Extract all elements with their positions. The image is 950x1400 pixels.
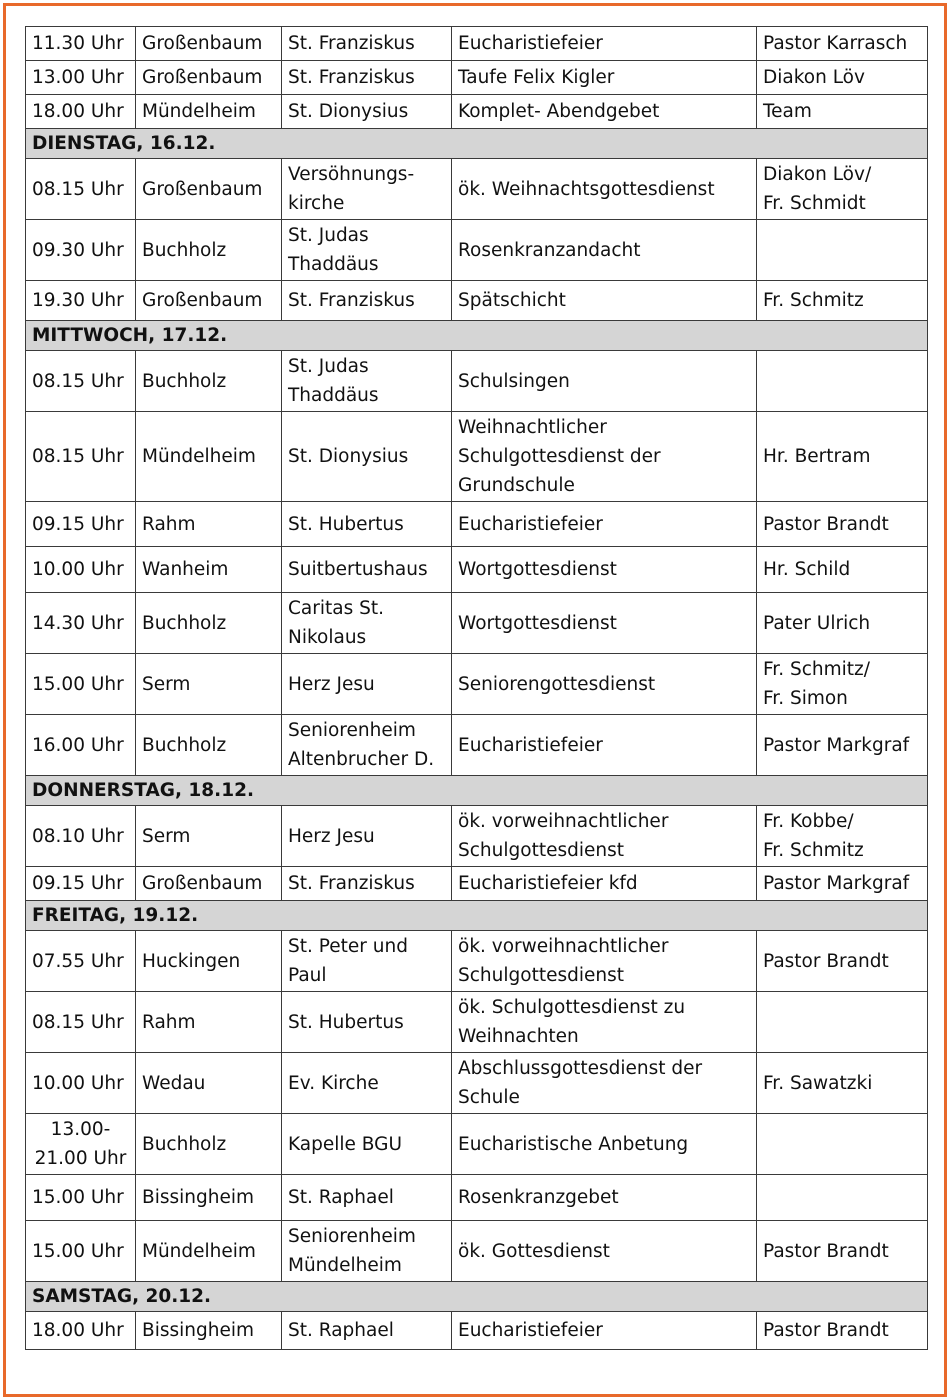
time-cell: 15.00 Uhr — [26, 1175, 136, 1221]
day-date: , 20.12. — [132, 1286, 212, 1307]
church-cell: St. Dionysius — [282, 95, 452, 129]
person-cell: Fr. Kobbe/ Fr. Schmitz — [757, 806, 928, 867]
time-cell: 13.00- 21.00 Uhr — [26, 1114, 136, 1175]
time-cell: 09.15 Uhr — [26, 502, 136, 547]
event-cell: Schulsingen — [452, 351, 757, 412]
person-cell — [757, 1175, 928, 1221]
church-cell: Seniorenheim Mündelheim — [282, 1221, 452, 1282]
church-cell: Herz Jesu — [282, 654, 452, 715]
event-cell: Weihnachtlicher Schulgottesdienst der Grundschule — [452, 412, 757, 502]
table-row — [26, 593, 928, 654]
place-cell: Großenbaum — [136, 27, 282, 61]
event-cell: Wortgottesdienst — [452, 593, 757, 654]
day-header — [26, 776, 928, 806]
place-cell: Bissingheim — [136, 1175, 282, 1221]
table-row — [26, 220, 928, 281]
day-header — [26, 321, 928, 351]
church-cell: St. Franziskus — [282, 867, 452, 901]
event-cell: ök. vorweihnachtlicher Schulgottesdienst — [452, 806, 757, 867]
table-row — [26, 281, 928, 321]
event-cell: ök. Schulgottesdienst zu Weihnachten — [452, 992, 757, 1053]
person-cell: Fr. Schmitz — [757, 281, 928, 321]
person-cell: Pastor Markgraf — [757, 867, 928, 901]
event-cell: ök. Gottesdienst — [452, 1221, 757, 1282]
person-cell: Pastor Karrasch — [757, 27, 928, 61]
person-cell: Diakon Löv — [757, 61, 928, 95]
event-cell: Taufe Felix Kigler — [452, 61, 757, 95]
place-cell: Buchholz — [136, 1114, 282, 1175]
church-cell: St. Judas Thaddäus — [282, 220, 452, 281]
church-cell: St. Franziskus — [282, 281, 452, 321]
person-cell: Pastor Markgraf — [757, 715, 928, 776]
place-cell: Buchholz — [136, 220, 282, 281]
table-row — [26, 547, 928, 593]
church-cell: St. Franziskus — [282, 61, 452, 95]
church-cell: St. Raphael — [282, 1312, 452, 1350]
person-cell — [757, 351, 928, 412]
table-row — [26, 806, 928, 867]
time-cell: 16.00 Uhr — [26, 715, 136, 776]
place-cell: Huckingen — [136, 931, 282, 992]
day-name: DONNERSTAG — [32, 780, 175, 801]
time-cell: 14.30 Uhr — [26, 593, 136, 654]
time-cell: 09.30 Uhr — [26, 220, 136, 281]
time-cell: 08.15 Uhr — [26, 412, 136, 502]
place-cell: Mündelheim — [136, 412, 282, 502]
event-cell: Eucharistiefeier — [452, 715, 757, 776]
place-cell: Mündelheim — [136, 95, 282, 129]
table-row — [26, 159, 928, 220]
day-header-row — [26, 321, 928, 351]
person-cell: Fr. Sawatzki — [757, 1053, 928, 1114]
event-cell: Eucharistiefeier kfd — [452, 867, 757, 901]
person-cell: Pastor Brandt — [757, 502, 928, 547]
day-header — [26, 1282, 928, 1312]
day-name: SAMSTAG — [32, 1286, 133, 1307]
event-cell: ök. Weihnachtsgottesdienst — [452, 159, 757, 220]
time-cell: 18.00 Uhr — [26, 95, 136, 129]
place-cell: Mündelheim — [136, 1221, 282, 1282]
event-cell: Wortgottesdienst — [452, 547, 757, 593]
person-cell — [757, 220, 928, 281]
day-header — [26, 129, 928, 159]
table-row — [26, 992, 928, 1053]
person-cell: Pater Ulrich — [757, 593, 928, 654]
time-cell: 07.55 Uhr — [26, 931, 136, 992]
church-cell: Caritas St. Nikolaus — [282, 593, 452, 654]
day-header-row — [26, 1282, 928, 1312]
table-row — [26, 1312, 928, 1350]
church-cell: St. Dionysius — [282, 412, 452, 502]
table-row — [26, 867, 928, 901]
event-cell: Seniorengottesdienst — [452, 654, 757, 715]
church-cell: St. Hubertus — [282, 502, 452, 547]
place-cell: Serm — [136, 654, 282, 715]
event-cell: Rosenkranzgebet — [452, 1175, 757, 1221]
table-row — [26, 27, 928, 61]
time-cell: 08.15 Uhr — [26, 159, 136, 220]
day-date: , 19.12. — [119, 905, 199, 926]
day-header-row — [26, 776, 928, 806]
event-cell: Eucharistische Anbetung — [452, 1114, 757, 1175]
person-cell: Pastor Brandt — [757, 931, 928, 992]
time-cell: 11.30 Uhr — [26, 27, 136, 61]
person-cell: Diakon Löv/ Fr. Schmidt — [757, 159, 928, 220]
day-header-row — [26, 129, 928, 159]
time-cell: 18.00 Uhr — [26, 1312, 136, 1350]
event-cell: Abschlussgottesdienst der Schule — [452, 1053, 757, 1114]
person-cell: Pastor Brandt — [757, 1312, 928, 1350]
table-row — [26, 61, 928, 95]
place-cell: Großenbaum — [136, 281, 282, 321]
day-date: , 18.12. — [174, 780, 254, 801]
person-cell: Hr. Schild — [757, 547, 928, 593]
church-cell: St. Judas Thaddäus — [282, 351, 452, 412]
place-cell: Wanheim — [136, 547, 282, 593]
person-cell: Pastor Brandt — [757, 1221, 928, 1282]
event-cell: Spätschicht — [452, 281, 757, 321]
table-row — [26, 95, 928, 129]
day-name: MITTWOCH — [32, 325, 149, 346]
church-cell: St. Raphael — [282, 1175, 452, 1221]
place-cell: Großenbaum — [136, 159, 282, 220]
time-cell: 08.10 Uhr — [26, 806, 136, 867]
time-cell: 19.30 Uhr — [26, 281, 136, 321]
person-cell: Team — [757, 95, 928, 129]
place-cell: Bissingheim — [136, 1312, 282, 1350]
event-cell: ök. vorweihnachtlicher Schulgottesdienst — [452, 931, 757, 992]
person-cell — [757, 1114, 928, 1175]
place-cell: Wedau — [136, 1053, 282, 1114]
church-cell: Ev. Kirche — [282, 1053, 452, 1114]
day-date: , 17.12. — [148, 325, 228, 346]
time-cell: 08.15 Uhr — [26, 992, 136, 1053]
place-cell: Buchholz — [136, 715, 282, 776]
place-cell: Großenbaum — [136, 867, 282, 901]
place-cell: Rahm — [136, 502, 282, 547]
table-row — [26, 1221, 928, 1282]
person-cell — [757, 992, 928, 1053]
time-cell: 10.00 Uhr — [26, 1053, 136, 1114]
time-cell: 10.00 Uhr — [26, 547, 136, 593]
place-cell: Großenbaum — [136, 61, 282, 95]
time-cell: 15.00 Uhr — [26, 654, 136, 715]
church-cell: Versöhnungs- kirche — [282, 159, 452, 220]
place-cell: Buchholz — [136, 593, 282, 654]
church-cell: Seniorenheim Altenbrucher D. — [282, 715, 452, 776]
day-name: FREITAG — [32, 905, 120, 926]
schedule-body — [26, 27, 928, 1350]
table-row — [26, 1175, 928, 1221]
church-cell: Kapelle BGU — [282, 1114, 452, 1175]
day-header-row — [26, 901, 928, 931]
event-cell: Eucharistiefeier — [452, 1312, 757, 1350]
church-cell: St. Peter und Paul — [282, 931, 452, 992]
table-row — [26, 351, 928, 412]
church-cell: St. Franziskus — [282, 27, 452, 61]
time-cell: 15.00 Uhr — [26, 1221, 136, 1282]
day-header — [26, 901, 928, 931]
time-cell: 09.15 Uhr — [26, 867, 136, 901]
person-cell: Fr. Schmitz/ Fr. Simon — [757, 654, 928, 715]
person-cell: Hr. Bertram — [757, 412, 928, 502]
time-cell: 08.15 Uhr — [26, 351, 136, 412]
event-cell: Rosenkranzandacht — [452, 220, 757, 281]
day-date: , 16.12. — [136, 133, 216, 154]
place-cell: Buchholz — [136, 351, 282, 412]
church-cell: Suitbertushaus — [282, 547, 452, 593]
church-cell: St. Hubertus — [282, 992, 452, 1053]
table-row — [26, 715, 928, 776]
table-row — [26, 1053, 928, 1114]
place-cell: Serm — [136, 806, 282, 867]
day-name: DIENSTAG — [32, 133, 137, 154]
table-row — [26, 502, 928, 547]
church-cell: Herz Jesu — [282, 806, 452, 867]
place-cell: Rahm — [136, 992, 282, 1053]
schedule-table — [25, 26, 928, 1350]
time-cell: 13.00 Uhr — [26, 61, 136, 95]
event-cell: Eucharistiefeier — [452, 502, 757, 547]
table-row — [26, 931, 928, 992]
table-row — [26, 412, 928, 502]
table-row — [26, 1114, 928, 1175]
event-cell: Eucharistiefeier — [452, 27, 757, 61]
event-cell: Komplet- Abendgebet — [452, 95, 757, 129]
table-row — [26, 654, 928, 715]
